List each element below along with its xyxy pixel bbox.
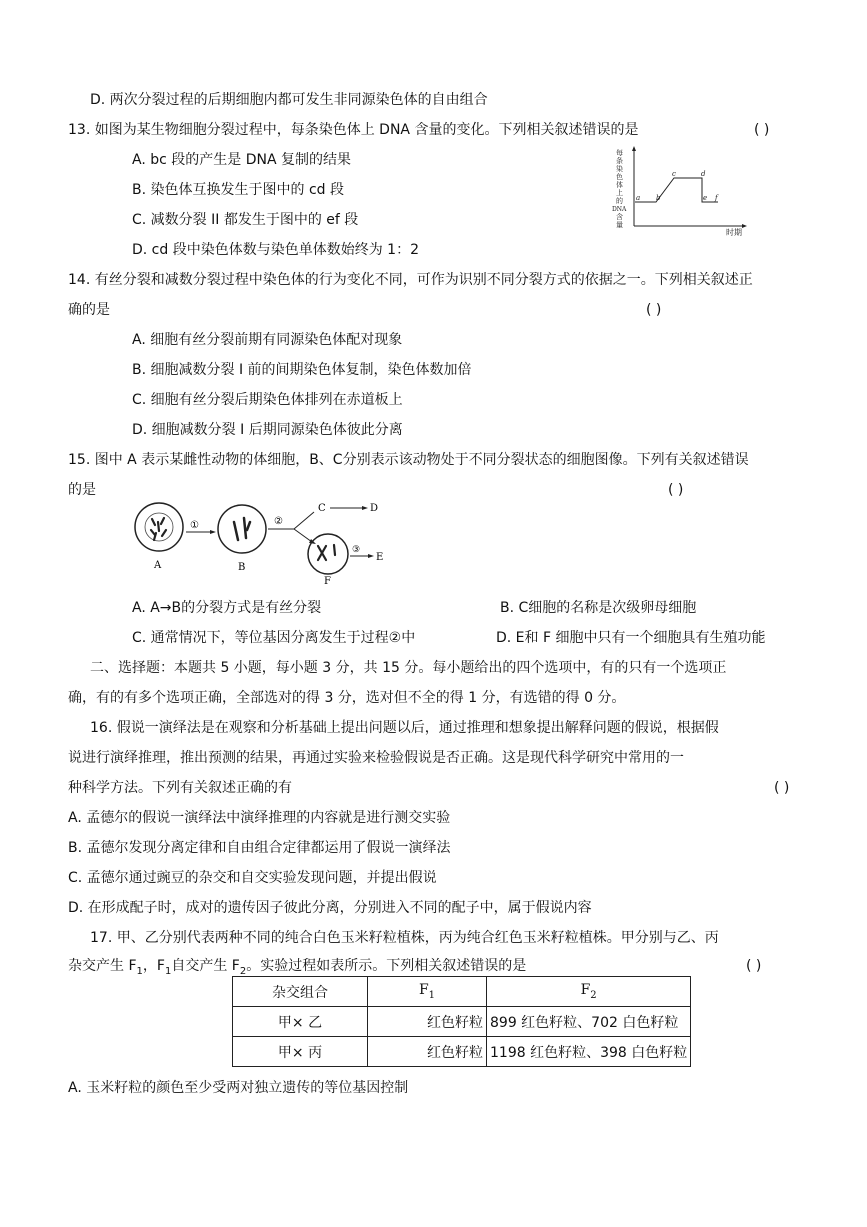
q13-option-b: B. 染色体互换发生于图中的 cd 段: [132, 182, 344, 198]
q17-cross-table: [232, 976, 691, 1067]
q16-option-a: A. 孟德尔的假说一演绎法中演绎推理的内容就是进行测交实验: [68, 810, 451, 826]
cell-cross: 甲× 乙: [233, 1007, 368, 1037]
q15-option-d: D. E和 F 细胞中只有一个细胞具有生殖功能: [496, 630, 766, 646]
q15-stem-line2: 的是: [68, 482, 96, 498]
table-row: [233, 1007, 691, 1037]
table-row: [233, 1037, 691, 1067]
label-d: C: [318, 503, 326, 514]
cell-f2: 899 红色籽粒、702 白色籽粒: [487, 1007, 691, 1037]
q14-stem-line1: 14. 有丝分裂和减数分裂过程中染色体的行为变化不同，可作为识别不同分裂方式的依据之一。下列相关叙述正: [68, 272, 753, 288]
section2-instructions-line2: 确，有的有多个选项正确，全部选对的得 3 分，选对但不全的得 1 分，有选错的得 0 分。: [68, 690, 626, 706]
label-b: B: [238, 562, 246, 573]
q13-ylabel-char: 的: [616, 197, 623, 205]
q14-stem-line2: 确的是: [68, 302, 110, 318]
cell-cross: 甲× 丙: [233, 1037, 368, 1067]
cell-a: [135, 503, 183, 551]
q14-option-b: B. 细胞减数分裂 I 前的间期染色体复制，染色体数加倍: [132, 362, 472, 378]
q13-ylabel-char: DNA: [612, 206, 627, 213]
q17-stem-line2: 杂交产生 $F_1$，$F_1$自交产生 $F_2$。实验过程如表所示。下列相关叙述错误的是: [68, 958, 527, 977]
label-e: E: [376, 552, 384, 563]
q16-option-d: D. 在形成配子时，成对的遗传因子彼此分离，分别进入不同的配子中，属于假说内容: [68, 900, 592, 916]
cell-c: [308, 534, 348, 574]
q14-option-d: D. 细胞减数分裂 I 后期同源染色体彼此分离: [132, 422, 403, 438]
q15-answer-paren: ( ): [668, 482, 684, 498]
q13-option-d: D. cd 段中染色体数与染色单体数始终为 1：2: [132, 242, 419, 258]
section2-instructions-line1: 二、选择题：本题共 5 小题，每小题 3 分，共 15 分。每小题给出的四个选项中，有的只有一个选项正: [90, 660, 727, 676]
q13-answer-paren: ( ): [754, 122, 770, 138]
q13-point-e: e: [703, 194, 708, 202]
cell-f1: 红色籽粒: [368, 1037, 487, 1067]
cell-b: [218, 505, 266, 553]
q13-point-b: b: [656, 194, 661, 202]
label-f: D: [370, 503, 379, 514]
q17-stem-line1: 17. 甲、乙分别代表两种不同的纯合白色玉米籽粒植株，丙为纯合红色玉米籽粒植株。甲分别与乙、丙: [90, 930, 719, 946]
q13-point-d: d: [701, 170, 706, 178]
step-3: ③: [352, 545, 361, 555]
q13-point-f: f: [715, 194, 718, 202]
q17-option-a: A. 玉米籽粒的颜色至少受两对独立遗传的等位基因控制: [68, 1080, 409, 1096]
q15-stem-line1: 15. 图中 A 表示某雌性动物的体细胞，B、C分别表示该动物处于不同分裂状态的细胞图像。下列有关叙述错误: [68, 452, 749, 468]
header-f2: $F_2$: [487, 977, 691, 1007]
q15-option-a: A. A→B的分裂方式是有丝分裂: [132, 600, 322, 616]
step-1: ①: [190, 520, 199, 531]
q13-ylabel-char: 上: [616, 189, 623, 197]
q13-xlabel: 时期: [726, 228, 742, 237]
q17-answer-paren: ( ): [746, 958, 762, 974]
q13-point-c: c: [672, 170, 676, 178]
q13-ylabel-char: 每: [616, 149, 623, 157]
table-header-row: [233, 977, 691, 1007]
q15-cell-division-diagram: [128, 500, 398, 592]
q14-option-a: A. 细胞有丝分裂前期有同源染色体配对现象: [132, 332, 403, 348]
q13-option-a: A. bc 段的产生是 DNA 复制的结果: [132, 152, 351, 168]
q14-option-c: C. 细胞有丝分裂后期染色体排列在赤道板上: [132, 392, 403, 408]
q13-ylabel-char: 体: [616, 181, 623, 189]
label-c: F: [324, 576, 331, 587]
q12-option-d: D. 两次分裂过程的后期细胞内都可发生非同源染色体的自由组合: [90, 92, 488, 108]
q16-option-c: C. 孟德尔通过豌豆的杂交和自交实验发现问题，并提出假说: [68, 870, 437, 886]
q13-ylabel-char: 条: [616, 157, 623, 165]
q15-option-b: B. C细胞的名称是次级卵母细胞: [500, 600, 697, 616]
q13-ylabel-char: 含: [616, 213, 623, 221]
q13-option-c: C. 减数分裂 II 都发生于图中的 ef 段: [132, 212, 359, 228]
header-f1: $F_1$: [368, 977, 487, 1007]
header-cross-combo: 杂交组合: [233, 977, 368, 1007]
step-2: ②: [274, 516, 283, 527]
q13-ylabel-char: 量: [616, 221, 623, 229]
q13-point-a: a: [636, 194, 641, 202]
label-a: A: [154, 560, 162, 571]
q13-y-arrow: [632, 146, 636, 151]
q16-option-b: B. 孟德尔发现分离定律和自由组合定律都运用了假说一演绎法: [68, 840, 451, 856]
q16-answer-paren: ( ): [774, 780, 790, 796]
q13-ylabel-char: 色: [616, 173, 623, 181]
q13-stem: 13. 如图为某生物细胞分裂过程中，每条染色体上 DNA 含量的变化。下列相关叙述错误的是: [68, 122, 639, 138]
q13-dna-content-graph: [612, 146, 752, 240]
q15-option-c: C. 通常情况下，等位基因分离发生于过程②中: [132, 630, 416, 646]
q14-answer-paren: ( ): [646, 302, 662, 318]
q16-stem-line2: 说进行演绎推理，推出预测的结果，再通过实验来检验假说是否正确。这是现代科学研究中常用的一: [68, 750, 684, 766]
q13-x-arrow: [742, 224, 747, 228]
cell-f2: 1198 红色籽粒、398 白色籽粒: [487, 1037, 691, 1067]
q13-ylabel-char: 染: [616, 165, 623, 173]
cell-f1: 红色籽粒: [368, 1007, 487, 1037]
q16-stem-line1: 16. 假说一演绎法是在观察和分析基础上提出问题以后，通过推理和想象提出解释问题的假说，根据假: [90, 720, 719, 736]
q16-stem-line3: 种科学方法。下列有关叙述正确的有: [68, 780, 292, 796]
